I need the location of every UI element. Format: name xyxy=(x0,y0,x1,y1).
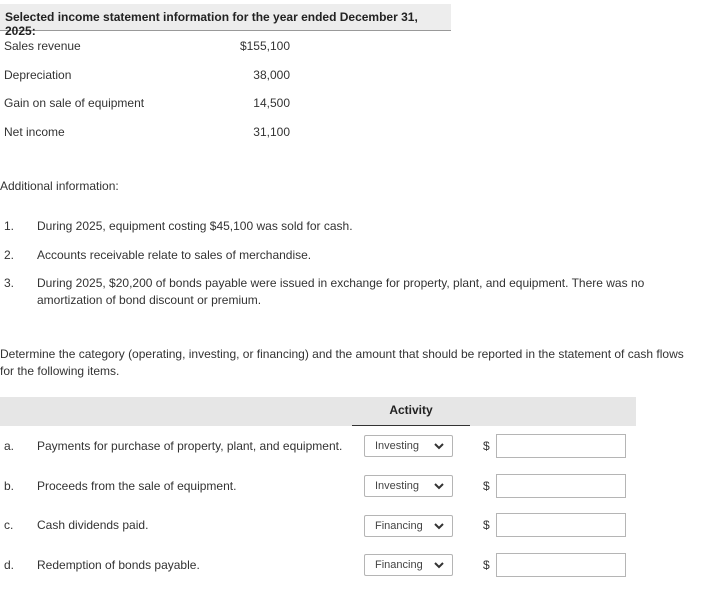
amount-input[interactable] xyxy=(496,474,626,498)
row-description: Cash dividends paid. xyxy=(37,518,149,532)
question-prompt: Determine the category (operating, investing, or financing) and the amount that should be reported in the statement of cash flows for the following items. xyxy=(0,347,684,378)
row-description: Proceeds from the sale of equipment. xyxy=(37,479,237,493)
row-letter: a. xyxy=(4,439,15,453)
activity-header-band xyxy=(0,397,636,426)
additional-info-heading: Additional information: xyxy=(0,179,119,193)
currency-symbol: $ xyxy=(483,479,490,493)
activity-select-value: Investing xyxy=(375,480,420,492)
additional-item-text: During 2025, $20,200 of bonds payable were issued in exchange for property, plant, and equipment. There was no amortization of bond discount or premium. xyxy=(37,276,645,307)
additional-item-number: 2. xyxy=(4,248,15,262)
activity-select-value: Financing xyxy=(375,520,423,532)
currency-symbol: $ xyxy=(483,518,490,532)
is-value-depreciation: 38,000 xyxy=(253,68,290,82)
is-label-net-income: Net income xyxy=(4,125,65,139)
is-value-gain-on-sale: 14,500 xyxy=(253,96,290,110)
income-statement-title: Selected income statement information for the year ended December 31, 2025: xyxy=(5,10,418,38)
row-description: Redemption of bonds payable. xyxy=(37,558,200,572)
chevron-down-icon xyxy=(433,560,445,570)
is-value-sales-revenue: $155,100 xyxy=(239,39,290,53)
currency-symbol: $ xyxy=(483,439,490,453)
is-value-net-income: 31,100 xyxy=(253,125,290,139)
activity-select[interactable] xyxy=(364,475,453,497)
amount-input[interactable] xyxy=(496,513,626,537)
row-description: Payments for purchase of property, plant, and equipment. xyxy=(37,439,343,453)
row-letter: c. xyxy=(4,518,14,532)
additional-item-text: Accounts receivable relate to sales of merchandise. xyxy=(37,248,312,262)
is-label-sales-revenue: Sales revenue xyxy=(4,39,81,53)
income-statement-header xyxy=(0,4,451,38)
activity-column-header: Activity xyxy=(352,397,470,426)
additional-item-number: 1. xyxy=(4,219,15,233)
amount-input[interactable] xyxy=(496,434,626,458)
chevron-down-icon xyxy=(433,521,445,531)
activity-select[interactable] xyxy=(364,515,453,537)
chevron-down-icon xyxy=(433,441,445,451)
activity-select-value: Investing xyxy=(375,440,420,452)
row-letter: d. xyxy=(4,558,15,572)
activity-select[interactable] xyxy=(364,554,453,576)
row-letter: b. xyxy=(4,479,15,493)
chevron-down-icon xyxy=(433,481,445,491)
is-label-depreciation: Depreciation xyxy=(4,68,72,82)
activity-select-value: Financing xyxy=(375,559,423,571)
amount-input[interactable] xyxy=(496,553,626,577)
additional-item-number: 3. xyxy=(4,276,15,290)
is-label-gain-on-sale: Gain on sale of equipment xyxy=(4,96,145,110)
activity-select[interactable] xyxy=(364,435,453,457)
additional-item-text: During 2025, equipment costing $45,100 was sold for cash. xyxy=(37,219,353,233)
currency-symbol: $ xyxy=(483,558,490,572)
